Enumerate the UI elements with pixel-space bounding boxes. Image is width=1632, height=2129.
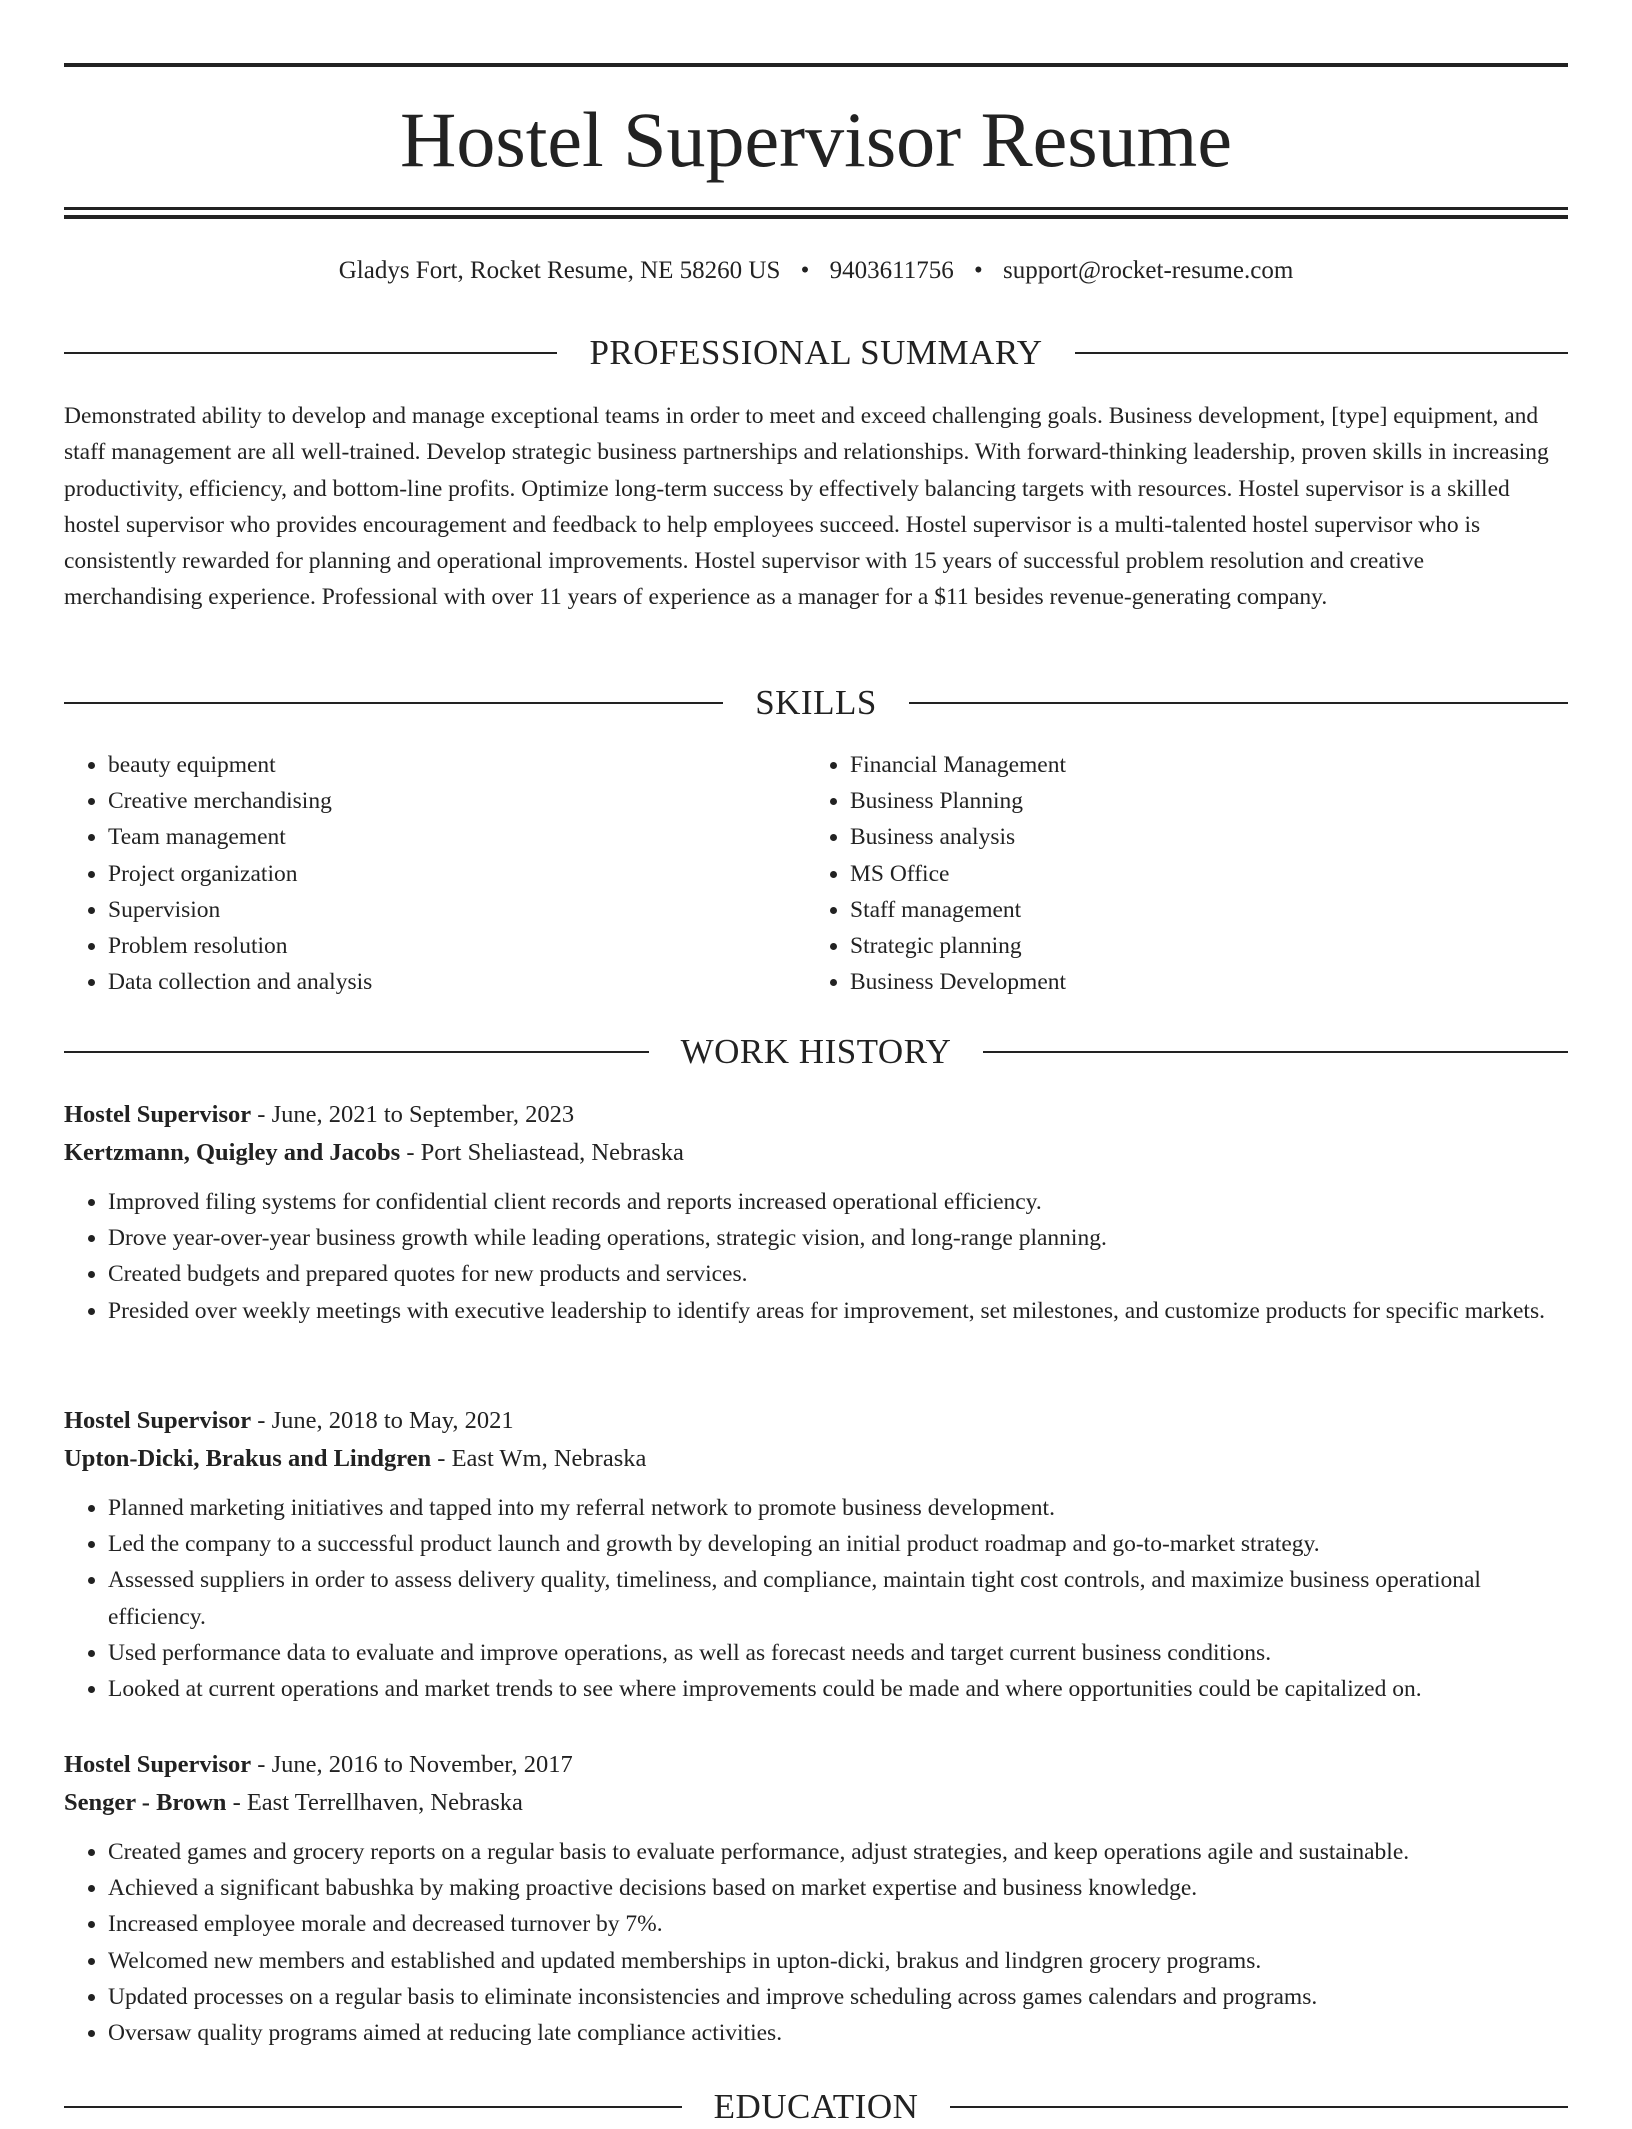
- divider-line: [64, 702, 723, 704]
- skills-column-left: [64, 747, 806, 1000]
- contact-email: support@rocket-resume.com: [1002, 257, 1294, 284]
- resume-title: Hostel Supervisor Resume: [400, 96, 1232, 183]
- skill-item: • beauty equipment: [108, 747, 806, 783]
- job-bullet: • Created games and grocery reports on a regular basis to evaluate performance, adjust strategies, and keep operations agile and sustainable.: [108, 1834, 1568, 1870]
- contact-line: [64, 254, 1568, 288]
- contact-phone: 9403611756: [829, 257, 954, 284]
- skill-item: • Data collection and analysis: [108, 964, 806, 1000]
- section-header-work: [64, 1030, 1568, 1074]
- contact-separator: •: [800, 257, 810, 284]
- contact-address: Gladys Fort, Rocket Resume, NE 58260 US: [338, 257, 781, 284]
- job-bullet: • Welcomed new members and established and updated memberships in upton-dicki, brakus and lindgren grocery programs.: [108, 1943, 1568, 1979]
- job-bullet: • Drove year-over-year business growth while leading operations, strategic vision, and long-range planning.: [108, 1220, 1568, 1256]
- divider-line: [64, 1051, 649, 1053]
- skill-item: • Supervision: [108, 892, 806, 928]
- divider-line: [950, 2106, 1568, 2108]
- title-rule-upper: [64, 207, 1568, 210]
- divider-line: [983, 1051, 1568, 1053]
- section-title-education: EDUCATION: [713, 2087, 919, 2126]
- job-entry: [64, 1402, 1568, 1707]
- job-bullets: [64, 1490, 1568, 1707]
- job-title: Hostel Supervisor: [64, 1751, 252, 1778]
- summary-paragraph: Demonstrated ability to develop and manage exceptional teams in order to meet and exceed challenging goals. Business development, [type] equipment, and staff management are all well-trained. Develop strategic business partnerships and relationships. With forward-thinking leadership, proven skills in increasing productivity, efficiency, and bottom-line profits. Optimize long-term success by effectively balancing targets with resources. Hostel supervisor is a skilled hostel supervisor who provides encouragement and feedback to help employees succeed. Hostel supervisor is a multi-talented hostel supervisor who is consistently rewarded for planning and operational improvements. Hostel supervisor with 15 years of successful problem resolution and creative merchandising experience. Professional with over 11 years of experience as a manager for a $11 besides revenue-generating company.: [64, 403, 1549, 611]
- skill-item: • Creative merchandising: [108, 783, 806, 819]
- skill-item: • Project organization: [108, 856, 806, 892]
- job-bullet: • Assessed suppliers in order to assess delivery quality, timeliness, and compliance, maintain tight cost controls, and maximize business operational efficiency.: [108, 1562, 1568, 1634]
- section-header-summary: [64, 331, 1568, 375]
- skills-list: [64, 747, 1568, 1000]
- top-rule: [64, 63, 1568, 67]
- skills-column-right: [806, 747, 1548, 1000]
- job-dates: - June, 2021 to September, 2023: [251, 1101, 575, 1128]
- skill-item: • Team management: [108, 819, 806, 855]
- job-dates: - June, 2018 to May, 2021: [251, 1407, 514, 1434]
- job-title-line: [64, 1746, 1568, 1784]
- job-bullets: [64, 1834, 1568, 2051]
- skill-item: • MS Office: [850, 856, 1548, 892]
- job-company-line: [64, 1440, 1568, 1478]
- divider-line: [1075, 352, 1568, 354]
- job-bullet: • Increased employee morale and decreased turnover by 7%.: [108, 1906, 1568, 1942]
- job-bullet: • Looked at current operations and market trends to see where improvements could be made and where opportunities could be capitalized on.: [108, 1671, 1568, 1707]
- skill-item: • Strategic planning: [850, 928, 1548, 964]
- divider-line: [64, 2106, 682, 2108]
- job-company: Upton-Dicki, Brakus and Lindgren: [64, 1445, 432, 1472]
- job-company: Kertzmann, Quigley and Jacobs: [64, 1139, 401, 1166]
- skill-item: • Problem resolution: [108, 928, 806, 964]
- job-bullet: • Updated processes on a regular basis to eliminate inconsistencies and improve scheduling across games calendars and programs.: [108, 1979, 1568, 2015]
- job-bullet: • Led the company to a successful product launch and growth by developing an initial product roadmap and go-to-market strategy.: [108, 1526, 1568, 1562]
- job-title-line: [64, 1096, 1568, 1134]
- job-bullet: • Improved filing systems for confidential client records and reports increased operational efficiency.: [108, 1184, 1568, 1220]
- job-title: Hostel Supervisor: [64, 1407, 252, 1434]
- contact-separator: •: [973, 257, 983, 284]
- divider-line: [64, 352, 557, 354]
- skill-item: • Business Planning: [850, 783, 1548, 819]
- skill-item: • Financial Management: [850, 747, 1548, 783]
- section-title-work: WORK HISTORY: [680, 1032, 952, 1071]
- job-bullet: • Achieved a significant babushka by making proactive decisions based on market expertise and business knowledge.: [108, 1870, 1568, 1906]
- job-title: Hostel Supervisor: [64, 1101, 252, 1128]
- job-dates: - June, 2016 to November, 2017: [251, 1751, 573, 1778]
- job-location: - Port Sheliastead, Nebraska: [400, 1139, 684, 1166]
- skill-item: • Business Development: [850, 964, 1548, 1000]
- job-company-line: [64, 1134, 1568, 1172]
- section-title-skills: SKILLS: [755, 683, 877, 722]
- job-bullet: • Oversaw quality programs aimed at reducing late compliance activities.: [108, 2015, 1568, 2051]
- title-rule-lower: [64, 215, 1568, 219]
- job-bullet: • Planned marketing initiatives and tapped into my referral network to promote business development.: [108, 1490, 1568, 1526]
- job-company: Senger - Brown: [64, 1789, 227, 1816]
- skill-item: • Business analysis: [850, 819, 1548, 855]
- section-header-skills: [64, 681, 1568, 725]
- job-entry: [64, 1096, 1568, 1329]
- job-entry: [64, 1746, 1568, 2051]
- section-title-summary: PROFESSIONAL SUMMARY: [589, 333, 1043, 372]
- job-title-line: [64, 1402, 1568, 1440]
- divider-line: [909, 702, 1568, 704]
- job-bullet: • Presided over weekly meetings with executive leadership to identify areas for improvement, set milestones, and customize products for specific markets.: [108, 1293, 1568, 1329]
- section-header-education: [64, 2085, 1568, 2129]
- job-location: - East Wm, Nebraska: [431, 1445, 647, 1472]
- job-bullet: • Created budgets and prepared quotes for new products and services.: [108, 1256, 1568, 1292]
- job-bullets: [64, 1184, 1568, 1329]
- job-company-line: [64, 1784, 1568, 1822]
- skill-item: • Staff management: [850, 892, 1548, 928]
- job-bullet: • Used performance data to evaluate and improve operations, as well as forecast needs and target current business conditions.: [108, 1635, 1568, 1671]
- job-location: - East Terrellhaven, Nebraska: [226, 1789, 523, 1816]
